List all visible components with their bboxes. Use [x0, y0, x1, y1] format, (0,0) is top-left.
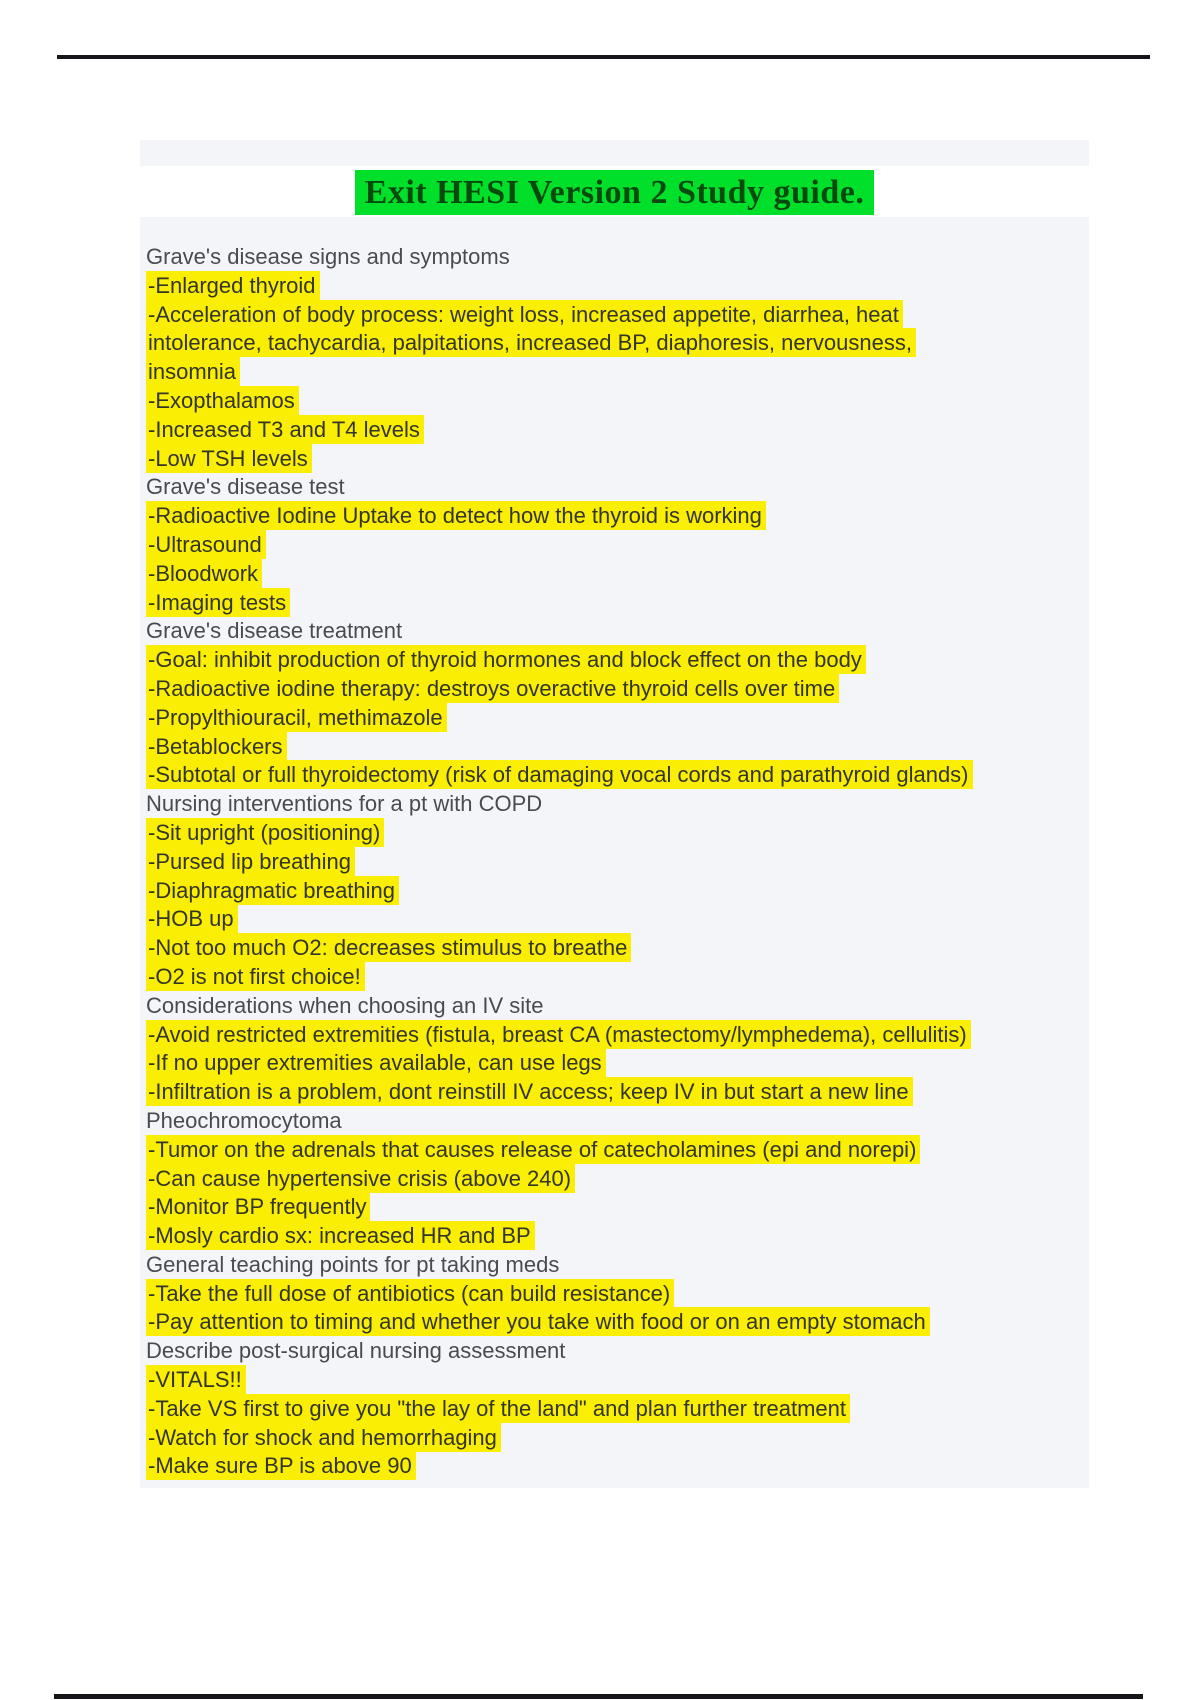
heading-study-line: Grave's disease treatment: [146, 618, 403, 644]
highlight-mark: intolerance, tachycardia, palpitations, increased BP, diaphoresis, nervousness,: [146, 328, 916, 357]
highlight-mark: -Tumor on the adrenals that causes release of catecholamines (epi and norepi): [146, 1135, 920, 1164]
highlighted-study-line: [146, 1078, 1075, 1107]
highlighted-study-line: [146, 848, 1075, 877]
highlight-mark: -Imaging tests: [146, 588, 290, 617]
highlight-mark: -Radioactive Iodine Uptake to detect how the thyroid is working: [146, 501, 766, 530]
top-rule: [57, 55, 1150, 59]
sheet-top-strip: [140, 140, 1089, 166]
highlight-mark: -O2 is not first choice!: [146, 962, 365, 991]
highlighted-study-line: [146, 877, 1075, 906]
highlight-mark: -Mosly cardio sx: increased HR and BP: [146, 1221, 535, 1250]
highlighted-study-line: [146, 819, 1075, 848]
highlight-mark: -Ultrasound: [146, 530, 266, 559]
highlighted-study-line: [146, 1165, 1075, 1194]
page-title: Exit HESI Version 2 Study guide.: [355, 170, 875, 215]
highlight-mark: -Monitor BP frequently: [146, 1192, 370, 1221]
highlight-mark: -Radioactive iodine therapy: destroys overactive thyroid cells over time: [146, 674, 839, 703]
highlighted-study-line: [146, 1049, 1075, 1078]
highlighted-study-line: [146, 272, 1075, 301]
highlighted-study-line: [146, 704, 1075, 733]
highlighted-study-line: [146, 502, 1075, 531]
highlighted-study-line: [146, 963, 1075, 992]
highlighted-study-line: [146, 301, 1075, 330]
highlight-mark: -Betablockers: [146, 732, 287, 761]
highlight-mark: -Subtotal or full thyroidectomy (risk of damaging vocal cords and parathyroid glands): [146, 760, 973, 789]
heading-study-line: Describe post-surgical nursing assessment: [146, 1338, 566, 1364]
highlighted-study-line: [146, 1366, 1075, 1395]
highlight-mark: -Propylthiouracil, methimazole: [146, 703, 447, 732]
highlighted-study-line: [146, 733, 1075, 762]
highlighted-study-line: [146, 1308, 1075, 1337]
highlighted-study-line: [146, 387, 1075, 416]
heading-study-line: Grave's disease test: [146, 474, 345, 500]
heading-study-line: Pheochromocytoma: [146, 1107, 342, 1133]
highlight-mark: -HOB up: [146, 904, 238, 933]
highlighted-study-line: [146, 531, 1075, 560]
highlighted-study-line: [146, 934, 1075, 963]
highlighted-study-line: [146, 329, 1075, 358]
highlighted-study-line: [146, 1136, 1075, 1165]
highlight-mark: -Infiltration is a problem, dont reinstill IV access; keep IV in but start a new line: [146, 1077, 913, 1106]
highlighted-study-line: [146, 1452, 1075, 1481]
highlight-mark: -If no upper extremities available, can use legs: [146, 1048, 606, 1077]
highlight-mark: -Diaphragmatic breathing: [146, 876, 399, 905]
study-guide-body: [140, 217, 1089, 1488]
highlight-mark: -Bloodwork: [146, 559, 262, 588]
highlighted-study-line: [146, 1280, 1075, 1309]
bottom-rule: [54, 1694, 1143, 1699]
highlight-mark: -Avoid restricted extremities (fistula, breast CA (mastectomy/lymphedema), cellulitis): [146, 1020, 971, 1049]
highlight-mark: -Enlarged thyroid: [146, 271, 320, 300]
highlight-mark: -Acceleration of body process: weight loss, increased appetite, diarrhea, heat: [146, 300, 903, 329]
highlighted-study-line: [146, 589, 1075, 618]
highlight-mark: -Take VS first to give you "the lay of the land" and plan further treatment: [146, 1394, 850, 1423]
highlight-mark: -Pay attention to timing and whether you take with food or on an empty stomach: [146, 1307, 930, 1336]
highlighted-study-line: [146, 416, 1075, 445]
highlight-mark: -Pursed lip breathing: [146, 847, 355, 876]
highlight-mark: -Can cause hypertensive crisis (above 240): [146, 1164, 575, 1193]
highlighted-study-line: [146, 1021, 1075, 1050]
highlighted-study-line: [146, 445, 1075, 474]
highlight-mark: -Exopthalamos: [146, 386, 299, 415]
highlighted-study-line: [146, 560, 1075, 589]
highlighted-study-line: [146, 1193, 1075, 1222]
highlight-mark: -Increased T3 and T4 levels: [146, 415, 424, 444]
highlight-mark: -Goal: inhibit production of thyroid hormones and block effect on the body: [146, 645, 866, 674]
highlight-mark: -Not too much O2: decreases stimulus to breathe: [146, 933, 631, 962]
highlighted-study-line: [146, 675, 1075, 704]
highlight-mark: -VITALS!!: [146, 1365, 246, 1394]
highlighted-study-line: [146, 1222, 1075, 1251]
heading-study-line: General teaching points for pt taking meds: [146, 1251, 560, 1277]
highlight-mark: -Low TSH levels: [146, 444, 312, 473]
highlighted-study-line: [146, 358, 1075, 387]
highlight-mark: -Sit upright (positioning): [146, 818, 384, 847]
highlighted-study-line: [146, 1424, 1075, 1453]
heading-study-line: Nursing interventions for a pt with COPD: [146, 791, 543, 817]
heading-study-line: Considerations when choosing an IV site: [146, 992, 544, 1018]
highlighted-study-line: [146, 761, 1075, 790]
highlight-mark: -Watch for shock and hemorrhaging: [146, 1423, 501, 1452]
highlight-mark: -Take the full dose of antibiotics (can build resistance): [146, 1279, 674, 1308]
highlighted-study-line: [146, 905, 1075, 934]
heading-study-line: Grave's disease signs and symptoms: [146, 244, 510, 269]
highlighted-study-line: [146, 646, 1075, 675]
highlighted-study-line: [146, 1395, 1075, 1424]
highlight-mark: -Make sure BP is above 90: [146, 1451, 416, 1480]
title-row: [140, 170, 1089, 217]
highlight-mark: insomnia: [146, 357, 240, 386]
